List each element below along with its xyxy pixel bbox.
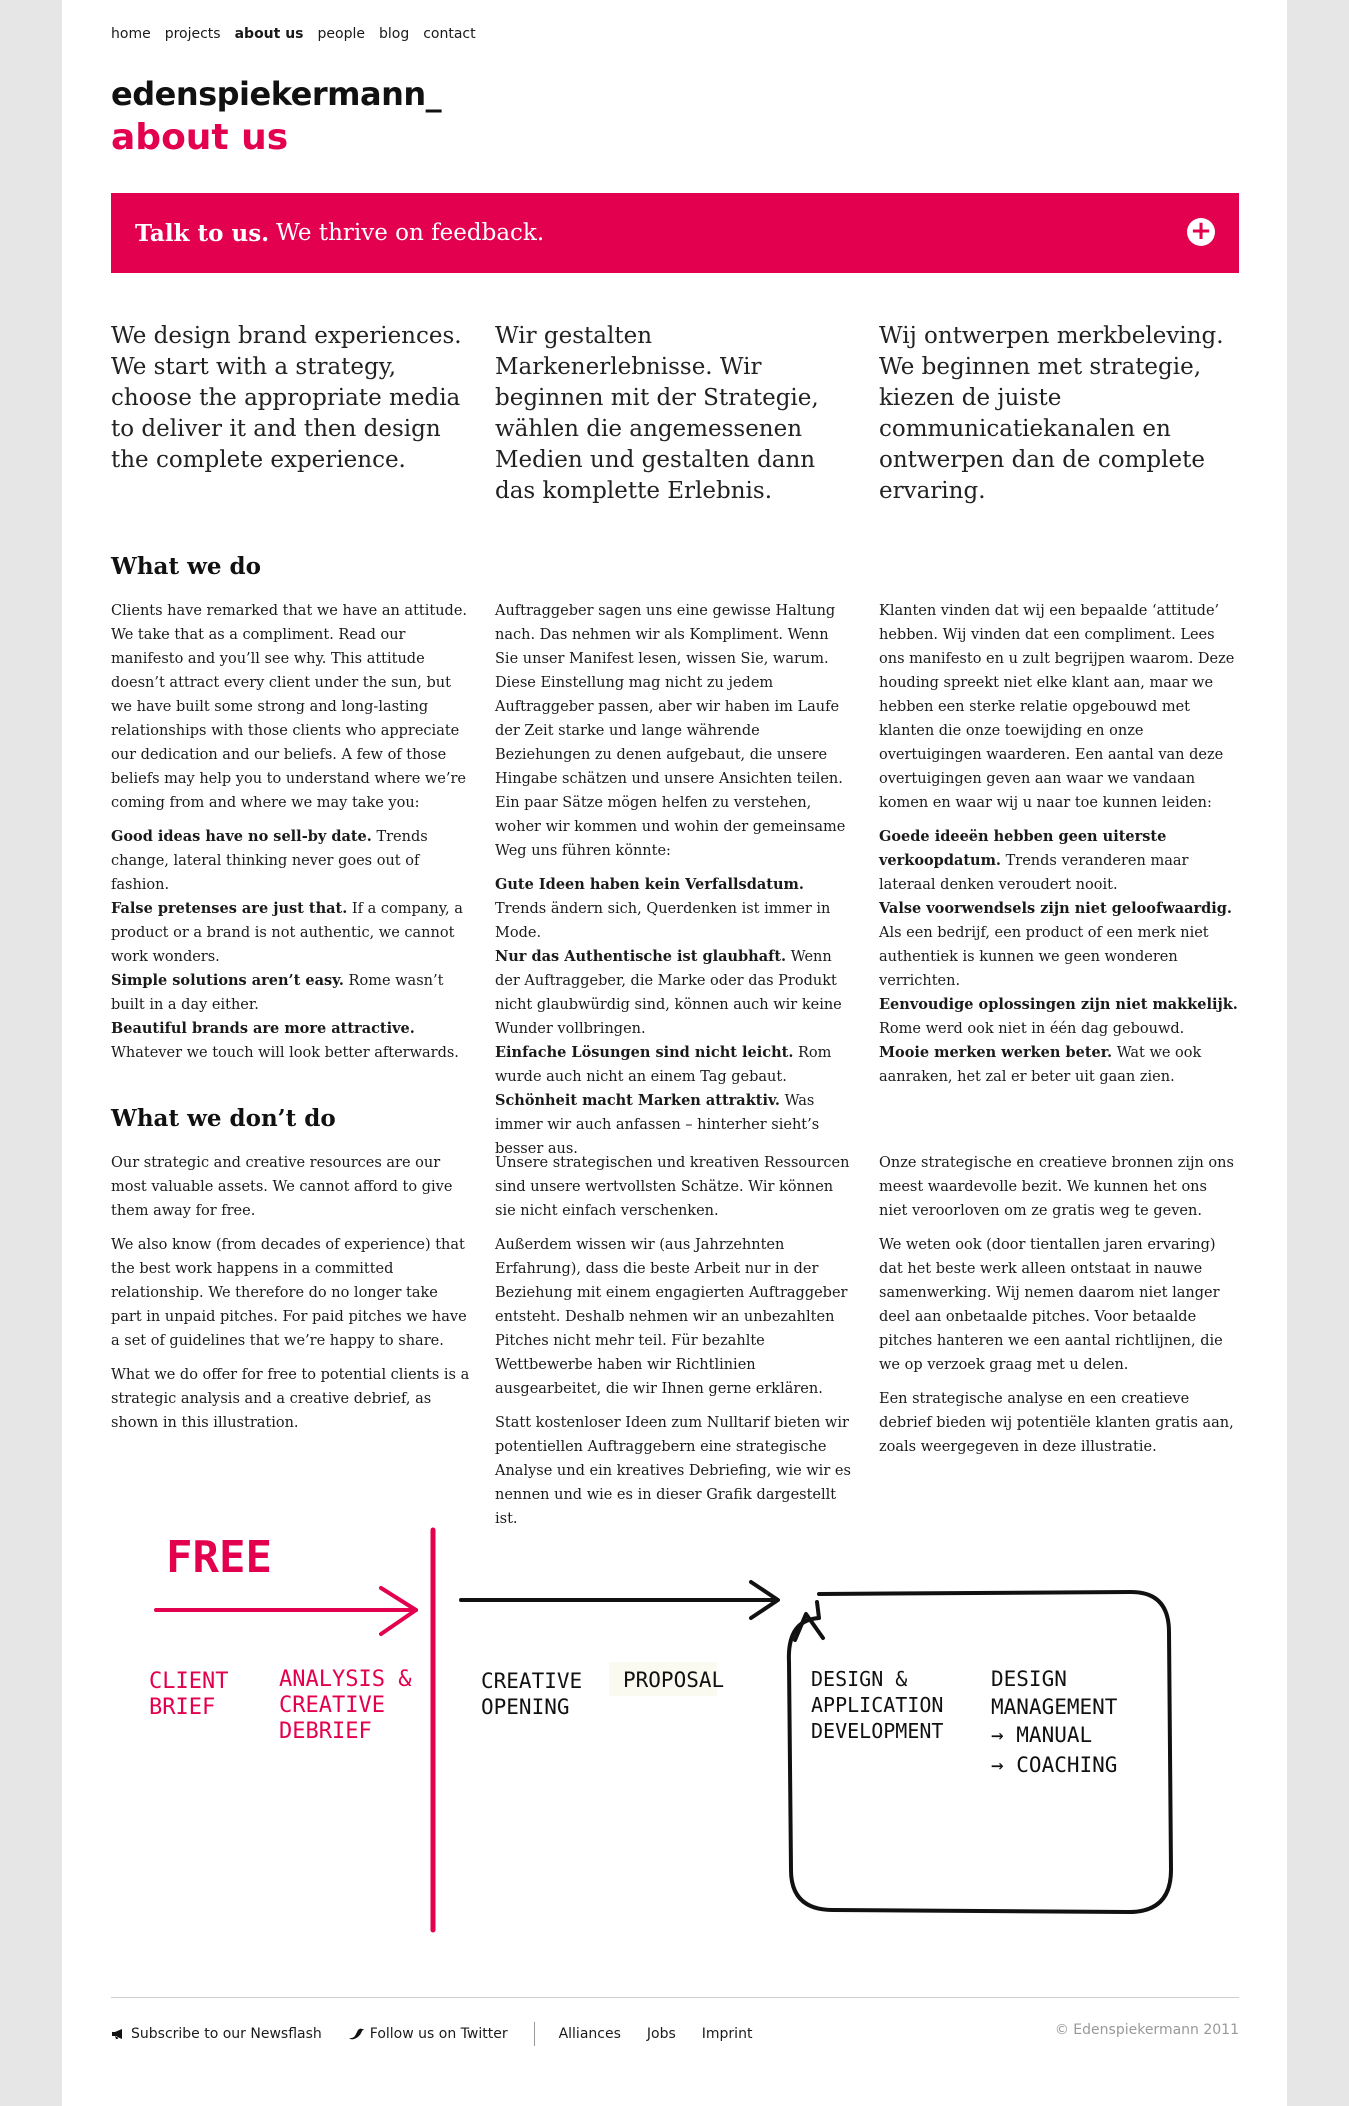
- paragraph: We also know (from decades of experience) that the best work happens in a committed relationship. We therefore do no longer take part in unpaid pitches. For paid pitches we have a set of guidelines that we’re happy to share.: [111, 1237, 467, 1349]
- intro-en: We design brand experiences. We start with a strategy, choose the appropriate media to deliver it and then design the complete experience.: [111, 323, 462, 473]
- footer-links: [111, 2022, 778, 2046]
- twitter-link[interactable]: [348, 2026, 508, 2042]
- nav-blog[interactable]: blog: [378, 26, 410, 42]
- dont-col-de: [495, 1151, 855, 1541]
- newsflash-label: Subscribe to our Newsflash: [131, 2026, 322, 2042]
- paragraph: We weten ook (door tientallen jaren ervaring) dat het beste werk alleen ontstaat in nauwe samenwerking. Wij nemen daarom niet langer deel aan onbetaalde pitches. Voor betaalde pitches hanteren we een aantal richtlijnen, die we op verzoek graag met u delen.: [879, 1237, 1223, 1373]
- creative-opening-label: CREATIVE OPENING: [481, 1669, 583, 1719]
- dont-col-nl: [879, 1151, 1239, 1541]
- belief-item: Simple solutions aren’t easy. Rome wasn’t built in a day either.: [111, 972, 444, 1013]
- do-intro: Clients have remarked that we have an attitude. We take that as a compliment. Read our manifesto and you’ll see why. This attitude doesn’t attract every client under the sun, but we have built some strong and long-lasting relationships with those clients who appreciate our dedication and our beliefs. A few of those beliefs may help you to understand where we’re coming from and where we may take you:: [111, 603, 468, 811]
- proposal-label: PROPOSAL: [623, 1668, 725, 1692]
- paragraph: Our strategic and creative resources are our most valuable assets. We cannot afford to give them away for free.: [111, 1155, 453, 1219]
- megaphone-icon: [111, 2028, 125, 2040]
- footer-link-imprint[interactable]: Imprint: [701, 2026, 753, 2042]
- intro-nl: Wij ontwerpen merkbeleving. We beginnen met strategie, kiezen de juiste communicatiekanalen en ontwerpen dan de complete ervaring.: [879, 323, 1224, 504]
- twitter-label: Follow us on Twitter: [369, 2026, 508, 2042]
- dont-col-en: [111, 1151, 471, 1541]
- do-intro: Klanten vinden dat wij een bepaalde ‘attitude’ hebben. Wij vinden dat een compliment. Lees ons manifesto en u zult begrijpen waarom. Deze houding spreekt niet elke klant aan, maar we hebben een sterke relatie opgebouwd met klanten die onze toewijding en onze overtuigingen waarderen. Een aantal van deze overtuigingen geven aan waar we vandaan komen en waar wij u naar toe kunnen leiden:: [879, 603, 1235, 811]
- logo[interactable]: edenspiekermann_: [111, 75, 442, 113]
- what-we-do-heading: What we do: [111, 553, 261, 580]
- bird-icon: [348, 2027, 364, 2041]
- main-nav: [111, 26, 476, 42]
- loop-box: [789, 1592, 1171, 1912]
- copyright: © Edenspiekermann 2011: [1054, 2022, 1239, 2038]
- belief-item: Beautiful brands are more attractive. Whatever we touch will look better afterwards.: [111, 1020, 459, 1061]
- belief-item: Good ideas have no sell-by date. Trends change, lateral thinking never goes out of fashion.: [111, 828, 428, 893]
- client-brief-label: CLIENT BRIEF: [149, 1669, 229, 1720]
- paragraph: Onze strategische en creatieve bronnen zijn ons meest waardevolle bezit. We kunnen het ons niet veroorloven om ze gratis weg te geven.: [879, 1155, 1234, 1219]
- design-app-label: DESIGN & APPLICATION DEVELOPMENT: [811, 1667, 944, 1743]
- plus-circle-icon[interactable]: +: [1187, 218, 1215, 246]
- footer: [111, 1997, 1239, 2042]
- do-intro: Auftraggeber sagen uns eine gewisse Haltung nach. Das nehmen wir als Kompliment. Wenn Sie unser Manifest lesen, wissen Sie, warum. Diese Einstellung mag nicht zu jedem Auftraggeber passen, aber wir haben im Laufe der Zeit starke und lange währende Beziehungen zu denen aufgebaut, die unsere Hingabe schätzen und unsere Ansichten teilen. Ein paar Sätze mögen helfen zu verstehen, woher wir kommen und wohin der gemeinsame Weg uns führen könnte:: [495, 603, 846, 859]
- belief-item: Schönheit macht Marken attraktiv. Was immer wir auch anfassen – hinterher sieht’s besser aus.: [495, 1092, 820, 1157]
- what-we-do-columns: [111, 599, 1239, 1161]
- paragraph: Een strategische analyse en een creatieve debrief bieden wij potentiële klanten gratis aan, zoals weergegeven in deze illustratie.: [879, 1391, 1234, 1455]
- page-title: about us: [111, 117, 289, 158]
- belief-item: False pretenses are just that. If a company, a product or a brand is not authentic, we cannot work wonders.: [111, 900, 463, 965]
- belief-item: Gute Ideen haben kein Verfallsdatum. Trends ändern sich, Querdenken ist immer in Mode.: [495, 876, 831, 941]
- belief-item: Eenvoudige oplossingen zijn niet makkelijk. Rome werd ook niet in één dag gebouwd.: [879, 996, 1238, 1037]
- do-col-de: [495, 599, 855, 1161]
- nav-contact[interactable]: contact: [423, 26, 476, 42]
- nav-projects[interactable]: projects: [164, 26, 221, 42]
- belief-item: Mooie merken werken beter. Wat we ook aanraken, het zal er beter uit gaan zien.: [879, 1044, 1202, 1085]
- free-label: FREE: [166, 1532, 272, 1583]
- belief-item: Einfache Lösungen sind nicht leicht. Rom wurde auch nicht an einem Tag gebaut.: [495, 1044, 832, 1085]
- nav-home[interactable]: home: [111, 26, 151, 42]
- feedback-banner[interactable]: [111, 193, 1239, 273]
- newsflash-link[interactable]: [111, 2026, 322, 2042]
- do-col-nl: [879, 599, 1239, 1161]
- paragraph: What we do offer for free to potential clients is a strategic analysis and a creative debrief, as shown in this illustration.: [111, 1367, 470, 1431]
- footer-divider: [534, 2022, 535, 2046]
- belief-item: Nur das Authentische ist glaubhaft. Wenn der Auftraggeber, die Marke oder das Produkt nicht glaubwürdig sind, können auch wir keine Wunder vollbringen.: [495, 948, 842, 1037]
- banner-bold: Talk to us.: [135, 219, 270, 247]
- intro-de: Wir gestalten Markenerlebnisse. Wir beginnen mit der Strategie, wählen die angemessenen Medien und gestalten dann das komplette Erlebnis.: [495, 323, 819, 504]
- do-col-en: [111, 599, 471, 1161]
- process-illustration: [111, 1522, 1239, 1942]
- analysis-label: ANALYSIS & CREATIVE DEBRIEF: [279, 1667, 412, 1744]
- belief-item: Goede ideeën hebben geen uiterste verkoopdatum. Trends veranderen maar lateraal denken veroudert nooit.: [879, 828, 1189, 893]
- banner-text: We thrive on feedback.: [276, 220, 545, 246]
- footer-link-jobs[interactable]: Jobs: [646, 2026, 676, 2042]
- what-we-dont-do-columns: [111, 1151, 1239, 1541]
- design-mgmt-label: DESIGN MANAGEMENT → MANUAL → COACHING: [991, 1667, 1118, 1777]
- footer-link-alliances[interactable]: Alliances: [558, 2026, 621, 2042]
- belief-item: Valse voorwendsels zijn niet geloofwaardig. Als een bedrijf, een product of een merk niet authentiek is kunnen we geen wonderen verrichten.: [879, 900, 1232, 989]
- nav-people[interactable]: people: [317, 26, 365, 42]
- paragraph: Außerdem wissen wir (aus Jahrzehnten Erfahrung), dass die beste Arbeit nur in der Beziehung mit einem engagierten Auftraggeber entsteht. Deshalb nehmen wir an unbezahlten Pitches nicht mehr teil. Für bezahlte Wettbewerbe haben wir Richtlinien ausgearbeitet, die wir Ihnen gerne erklären.: [495, 1237, 848, 1397]
- intro-columns: [111, 321, 1239, 507]
- paragraph: Statt kostenloser Ideen zum Nulltarif bieten wir potentiellen Auftraggebern eine strategische Analyse und ein kreatives Debriefing, wie wir es nennen und wie es in dieser Grafik dargestellt ist.: [495, 1415, 851, 1527]
- page: [62, 0, 1287, 2106]
- nav-about-us[interactable]: about us: [234, 26, 304, 42]
- paragraph: Unsere strategischen und kreativen Ressourcen sind unsere wertvollsten Schätze. Wir können sie nicht einfach verschenken.: [495, 1155, 850, 1219]
- what-we-dont-do-heading: What we don’t do: [111, 1105, 336, 1132]
